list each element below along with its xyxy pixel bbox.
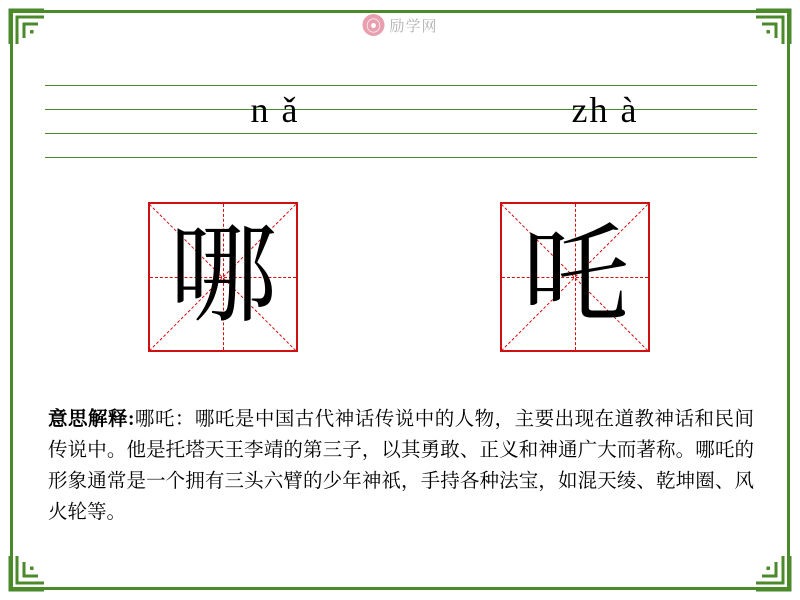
border-bottom [10, 587, 790, 590]
pinyin-first: n ǎ [250, 90, 300, 130]
character-first: 哪 [168, 217, 277, 336]
character-grid-first [148, 202, 298, 352]
logo-mark-icon: ⦿ [362, 14, 384, 36]
staff-line-4 [45, 157, 757, 158]
corner-ornament-top-right [754, 8, 792, 46]
character-grid-second [500, 202, 650, 352]
pinyin-staff [45, 85, 757, 163]
character-second: 吒 [520, 217, 629, 336]
logo-text: 励学网 [389, 17, 438, 35]
border-right [787, 10, 790, 590]
corner-ornament-bottom-right [754, 554, 792, 592]
corner-ornament-top-left [8, 8, 46, 46]
site-logo[interactable] [362, 14, 437, 36]
explanation-text: 哪吒：哪吒是中国古代神话传说中的人物，主要出现在道教神话和民间传说中。他是托塔天王李靖的第三子，以其勇敢、正义和神通广大而著称。哪吒的形象通常是一个拥有三头六臂的少年神祇，手持各种法宝，如混天绫、乾坤圈、风火轮等。 [48, 409, 754, 523]
pinyin-second: zh à [571, 90, 639, 130]
explanation-label: 意思解释: [48, 409, 135, 430]
border-left [10, 10, 13, 590]
staff-line-1 [45, 85, 757, 86]
border-top [10, 10, 790, 13]
explanation-block [48, 404, 754, 528]
corner-ornament-bottom-left [8, 554, 46, 592]
